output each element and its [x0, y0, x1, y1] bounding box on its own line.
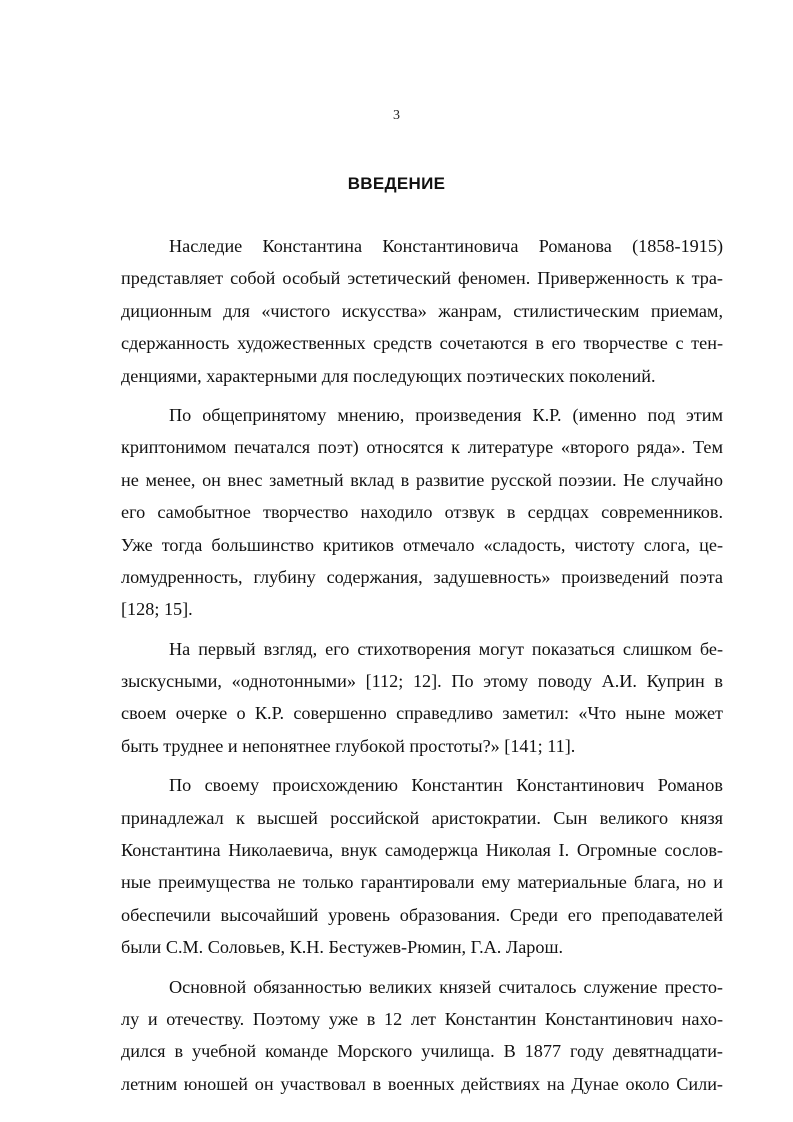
text-line: Уже тогда большинство критиков отмечало «сладость, чистоту слога, це- [121, 534, 723, 555]
text-line: На первый взгляд, его стихотворения могут показаться слишком бе- [169, 638, 723, 659]
text-line: дился в учебной команде Морского училища. В 1877 году девятнадцати- [121, 1041, 723, 1062]
page-number: 3 [393, 108, 400, 123]
section-heading: ВВЕДЕНИЕ [347, 174, 446, 193]
paragraph [121, 230, 723, 392]
text-line: обеспечили высочайший уровень образования. Среди его преподавателей [121, 904, 723, 925]
paragraph [121, 633, 723, 763]
text-line: По своему происхождению Константин Константинович Романов [169, 775, 723, 796]
text-line: не менее, он внес заметный вклад в развитие русской поэзии. Не случайно [121, 469, 723, 490]
text-line: сдержанность художественных средств сочетаются в его творчестве с тен- [121, 333, 723, 354]
paragraph [121, 769, 723, 963]
text-line: Основной обязанностью великих князей считалось служение престо- [169, 976, 723, 997]
text-line: быть труднее и непонятнее глубокой простоты?» [141; 11]. [121, 735, 576, 756]
text-line: ные преимущества не только гарантировали ему материальные блага, но и [121, 872, 723, 893]
body-text [121, 230, 723, 1100]
text-line: летним юношей он участвовал в военных действиях на Дунае около Сили- [121, 1073, 723, 1094]
text-line: Константина Николаевича, внук самодержца Николая I. Огромные сослов- [121, 840, 723, 861]
text-line: [128; 15]. [121, 599, 193, 620]
text-line: Наследие Константина Константиновича Романова (1858-1915) [169, 236, 723, 256]
text-line: По общепринятому мнению, произведения К.Р. (именно под этим [169, 404, 723, 425]
text-line: диционным для «чистого искусства» жанрам, стилистическим приемам, [121, 300, 723, 321]
text-line: своем очерке о К.Р. совершенно справедливо заметил: «Что ныне может [121, 703, 723, 724]
text-line: зыскусными, «однотонными» [112; 12]. По этому поводу А.И. Куприн в [121, 671, 723, 692]
text-line: лу и отечеству. Поэтому уже в 12 лет Константин Константинович нахо- [121, 1008, 723, 1029]
text-line: представляет собой особый эстетический феномен. Приверженность к тра- [121, 268, 723, 289]
paragraph [121, 399, 723, 626]
paragraph [121, 971, 723, 1101]
text-line: денциями, характерными для последующих поэтических поколений. [121, 365, 656, 386]
text-line: были С.М. Соловьев, К.Н. Бестужев-Рюмин, Г.А. Ларош. [121, 937, 564, 958]
text-line: его самобытное творчество находило отзвук в сердцах современников. [121, 502, 723, 523]
text-line: ломудренность, глубину содержания, задушевность» произведений поэта [121, 566, 723, 587]
text-line: принадлежал к высшей российской аристократии. Сын великого князя [121, 807, 723, 828]
text-line: криптонимом печатался поэт) относятся к литературе «второго ряда». Тем [121, 437, 723, 458]
